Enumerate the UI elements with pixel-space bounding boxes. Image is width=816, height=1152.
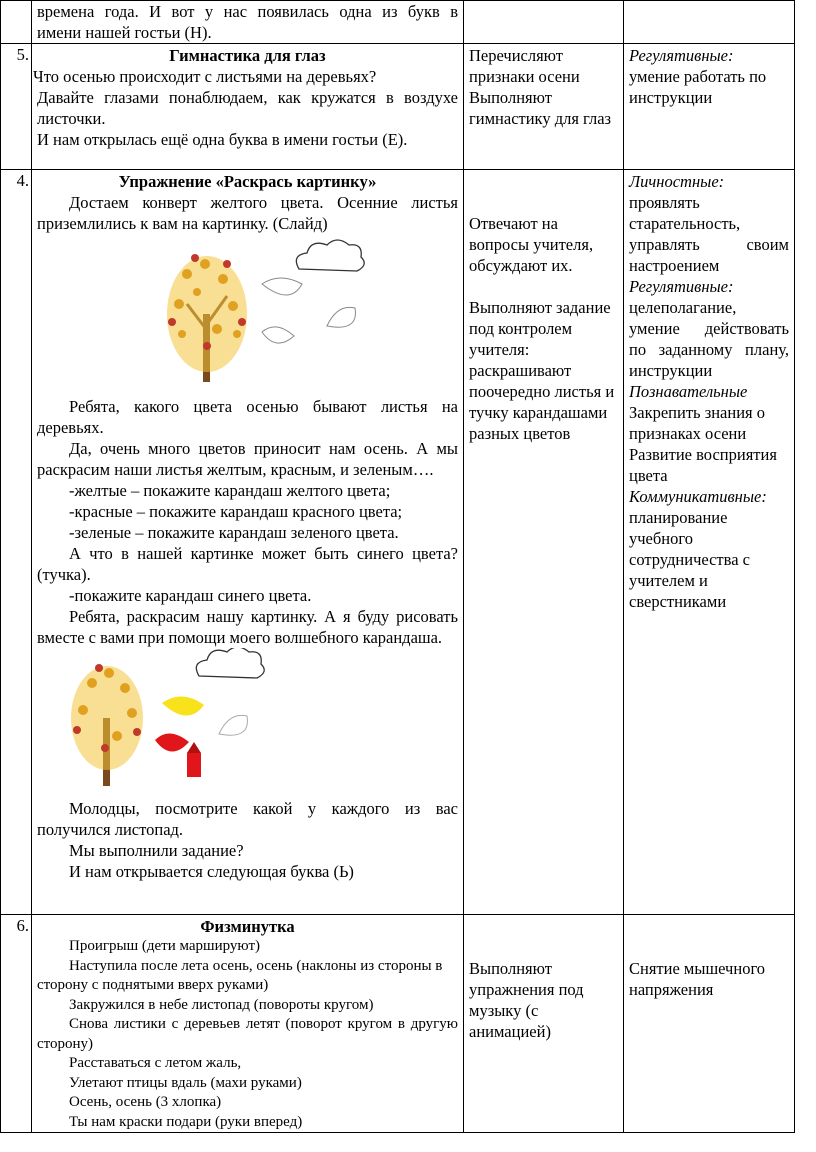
stage-content-cell — [32, 44, 464, 170]
teacher-paragraph: -покажите карандаш синего цвета. — [69, 586, 312, 605]
leaf-outline — [262, 327, 294, 343]
students-cell — [464, 170, 624, 915]
leaf-outline — [262, 278, 302, 295]
stage-title: Упражнение «Раскрась картинку» — [118, 172, 377, 191]
students-text: Выполняют упражнения под музыку (с анимацией) — [469, 959, 584, 1041]
exercise-line: Расставаться с летом жаль, — [69, 1055, 242, 1071]
students-text: Отвечают на вопросы учителя, обсуждают их. — [469, 214, 594, 275]
exercise-line: Закружился в небе листопад (повороты кругом) — [69, 996, 374, 1013]
colored-tree-illustration — [37, 648, 457, 798]
exercise-line: Улетают птицы вдаль (махи руками) — [69, 1074, 302, 1091]
cloud-outline — [296, 240, 364, 271]
uud-text: умение работать по инструкции — [629, 67, 767, 107]
teacher-intro: Достаем конверт желтого цвета. Осенние листья приземлились к вам на картинку. (Слайд) — [37, 193, 458, 233]
stage-title: Гимнастика для глаз — [169, 46, 326, 65]
exercise-line: Ты нам краски подари (руки вперед) — [69, 1113, 303, 1130]
exercise-line: Осень, осень (3 хлопка) — [69, 1094, 222, 1110]
uud-text: Снятие мышечного напряжения — [629, 959, 766, 999]
closing-line: Мы выполнили задание? — [69, 841, 244, 860]
picture-tree-outline — [37, 234, 458, 396]
uud-label: Регулятивные: — [629, 277, 734, 296]
stage-content-cell — [32, 170, 464, 915]
uud-label: Коммуникативные: — [629, 487, 767, 506]
row-number: 4. — [1, 170, 32, 915]
exercise-line: Снова листики с деревьев летят (поворот кругом в другую сторону) — [37, 1016, 458, 1052]
uud-label: Регулятивные: — [629, 46, 734, 65]
uud-cell — [624, 915, 795, 1133]
uud-label: Личностные: — [629, 172, 725, 191]
exercise-line: Проигрыш (дети маршируют) — [69, 938, 260, 954]
red-leaf — [155, 733, 189, 751]
students-cell — [464, 44, 624, 170]
uud-text: целеполагание, умение действовать по заданному плану, инструкции — [629, 298, 789, 380]
row-eye-gymnastics — [1, 44, 795, 170]
uud-cell — [624, 1, 795, 44]
leaf-outline — [327, 307, 355, 327]
stage-content-cell — [32, 1, 464, 44]
students-cell — [464, 915, 624, 1133]
cloud-outline — [196, 648, 264, 678]
teacher-line: И нам открылась ещё одна буква в имени гостьи (Е). — [37, 130, 408, 149]
row-number: 6. — [1, 915, 32, 1133]
teacher-line: Что осенью происходит с листьями на деревьях? — [33, 67, 377, 86]
closing-line: И нам открывается следующая буква (Ь) — [69, 862, 354, 881]
uud-text: Закрепить знания о признаках осени Развитие восприятия цвета — [629, 403, 777, 485]
teacher-paragraph: Да, очень много цветов приносит нам осень. А мы раскрасим наши листья желтым, красным, и зеленым…. — [37, 439, 458, 479]
stage-title: Физминутка — [200, 917, 295, 936]
picture-tree-colored — [37, 648, 458, 798]
autumn-tree-illustration — [37, 234, 457, 394]
uud-label: Познавательные — [629, 382, 748, 401]
row-number: 5. — [1, 44, 32, 170]
uud-text: проявлять старательность, управлять своим настроением — [629, 193, 789, 275]
tree-icon — [71, 664, 143, 786]
pencil-icon — [187, 742, 201, 777]
teacher-paragraph: -зеленые – покажите карандаш зеленого цвета. — [69, 523, 399, 542]
row-previous — [1, 1, 795, 44]
tree-icon — [167, 254, 247, 382]
students-cell — [464, 1, 624, 44]
teacher-paragraph: Ребята, раскрасим нашу картинку. А я буду рисовать вместе с вами при помощи моего волшебного карандаша. — [37, 607, 458, 647]
closing-line: Молодцы, посмотрите какой у каждого из вас получился листопад. — [37, 799, 458, 839]
row-physical-break — [1, 915, 795, 1133]
teacher-paragraph: -желтые – покажите карандаш желтого цвета; — [69, 481, 391, 500]
teacher-paragraph: Ребята, какого цвета осенью бывают листья на деревьях. — [37, 397, 458, 437]
uud-cell — [624, 44, 795, 170]
stage-text-line-1: времена года. И вот у нас появилась одна из букв в — [37, 2, 458, 21]
leaf-outline — [219, 715, 247, 735]
teacher-paragraph: А что в нашей картинке может быть синего цвета? (тучка). — [37, 544, 458, 584]
stage-text-line-2: имени нашей гостьи (Н). — [37, 23, 212, 42]
teacher-paragraph: -красные – покажите карандаш красного цвета; — [69, 502, 403, 521]
yellow-leaf — [162, 696, 204, 715]
stage-content-cell — [32, 915, 464, 1133]
students-text: Перечисляют признаки осени Выполняют гимнастику для глаз — [469, 46, 612, 128]
row-color-picture — [1, 170, 795, 915]
exercise-line: Наступила после лета осень, осень (наклоны из стороны в сторону с поднятыми вверх руками) — [37, 957, 443, 993]
students-text: Выполняют задание под контролем учителя: раскрашивают поочередно листья и тучку карандашами разных цветов — [469, 298, 615, 443]
uud-text: планирование учебного сотрудничества с учителем и сверстниками — [629, 508, 750, 611]
uud-cell — [624, 170, 795, 915]
row-number — [1, 1, 32, 44]
teacher-line: Давайте глазами понаблюдаем, как кружатся в воздухе листочки. — [37, 88, 458, 128]
